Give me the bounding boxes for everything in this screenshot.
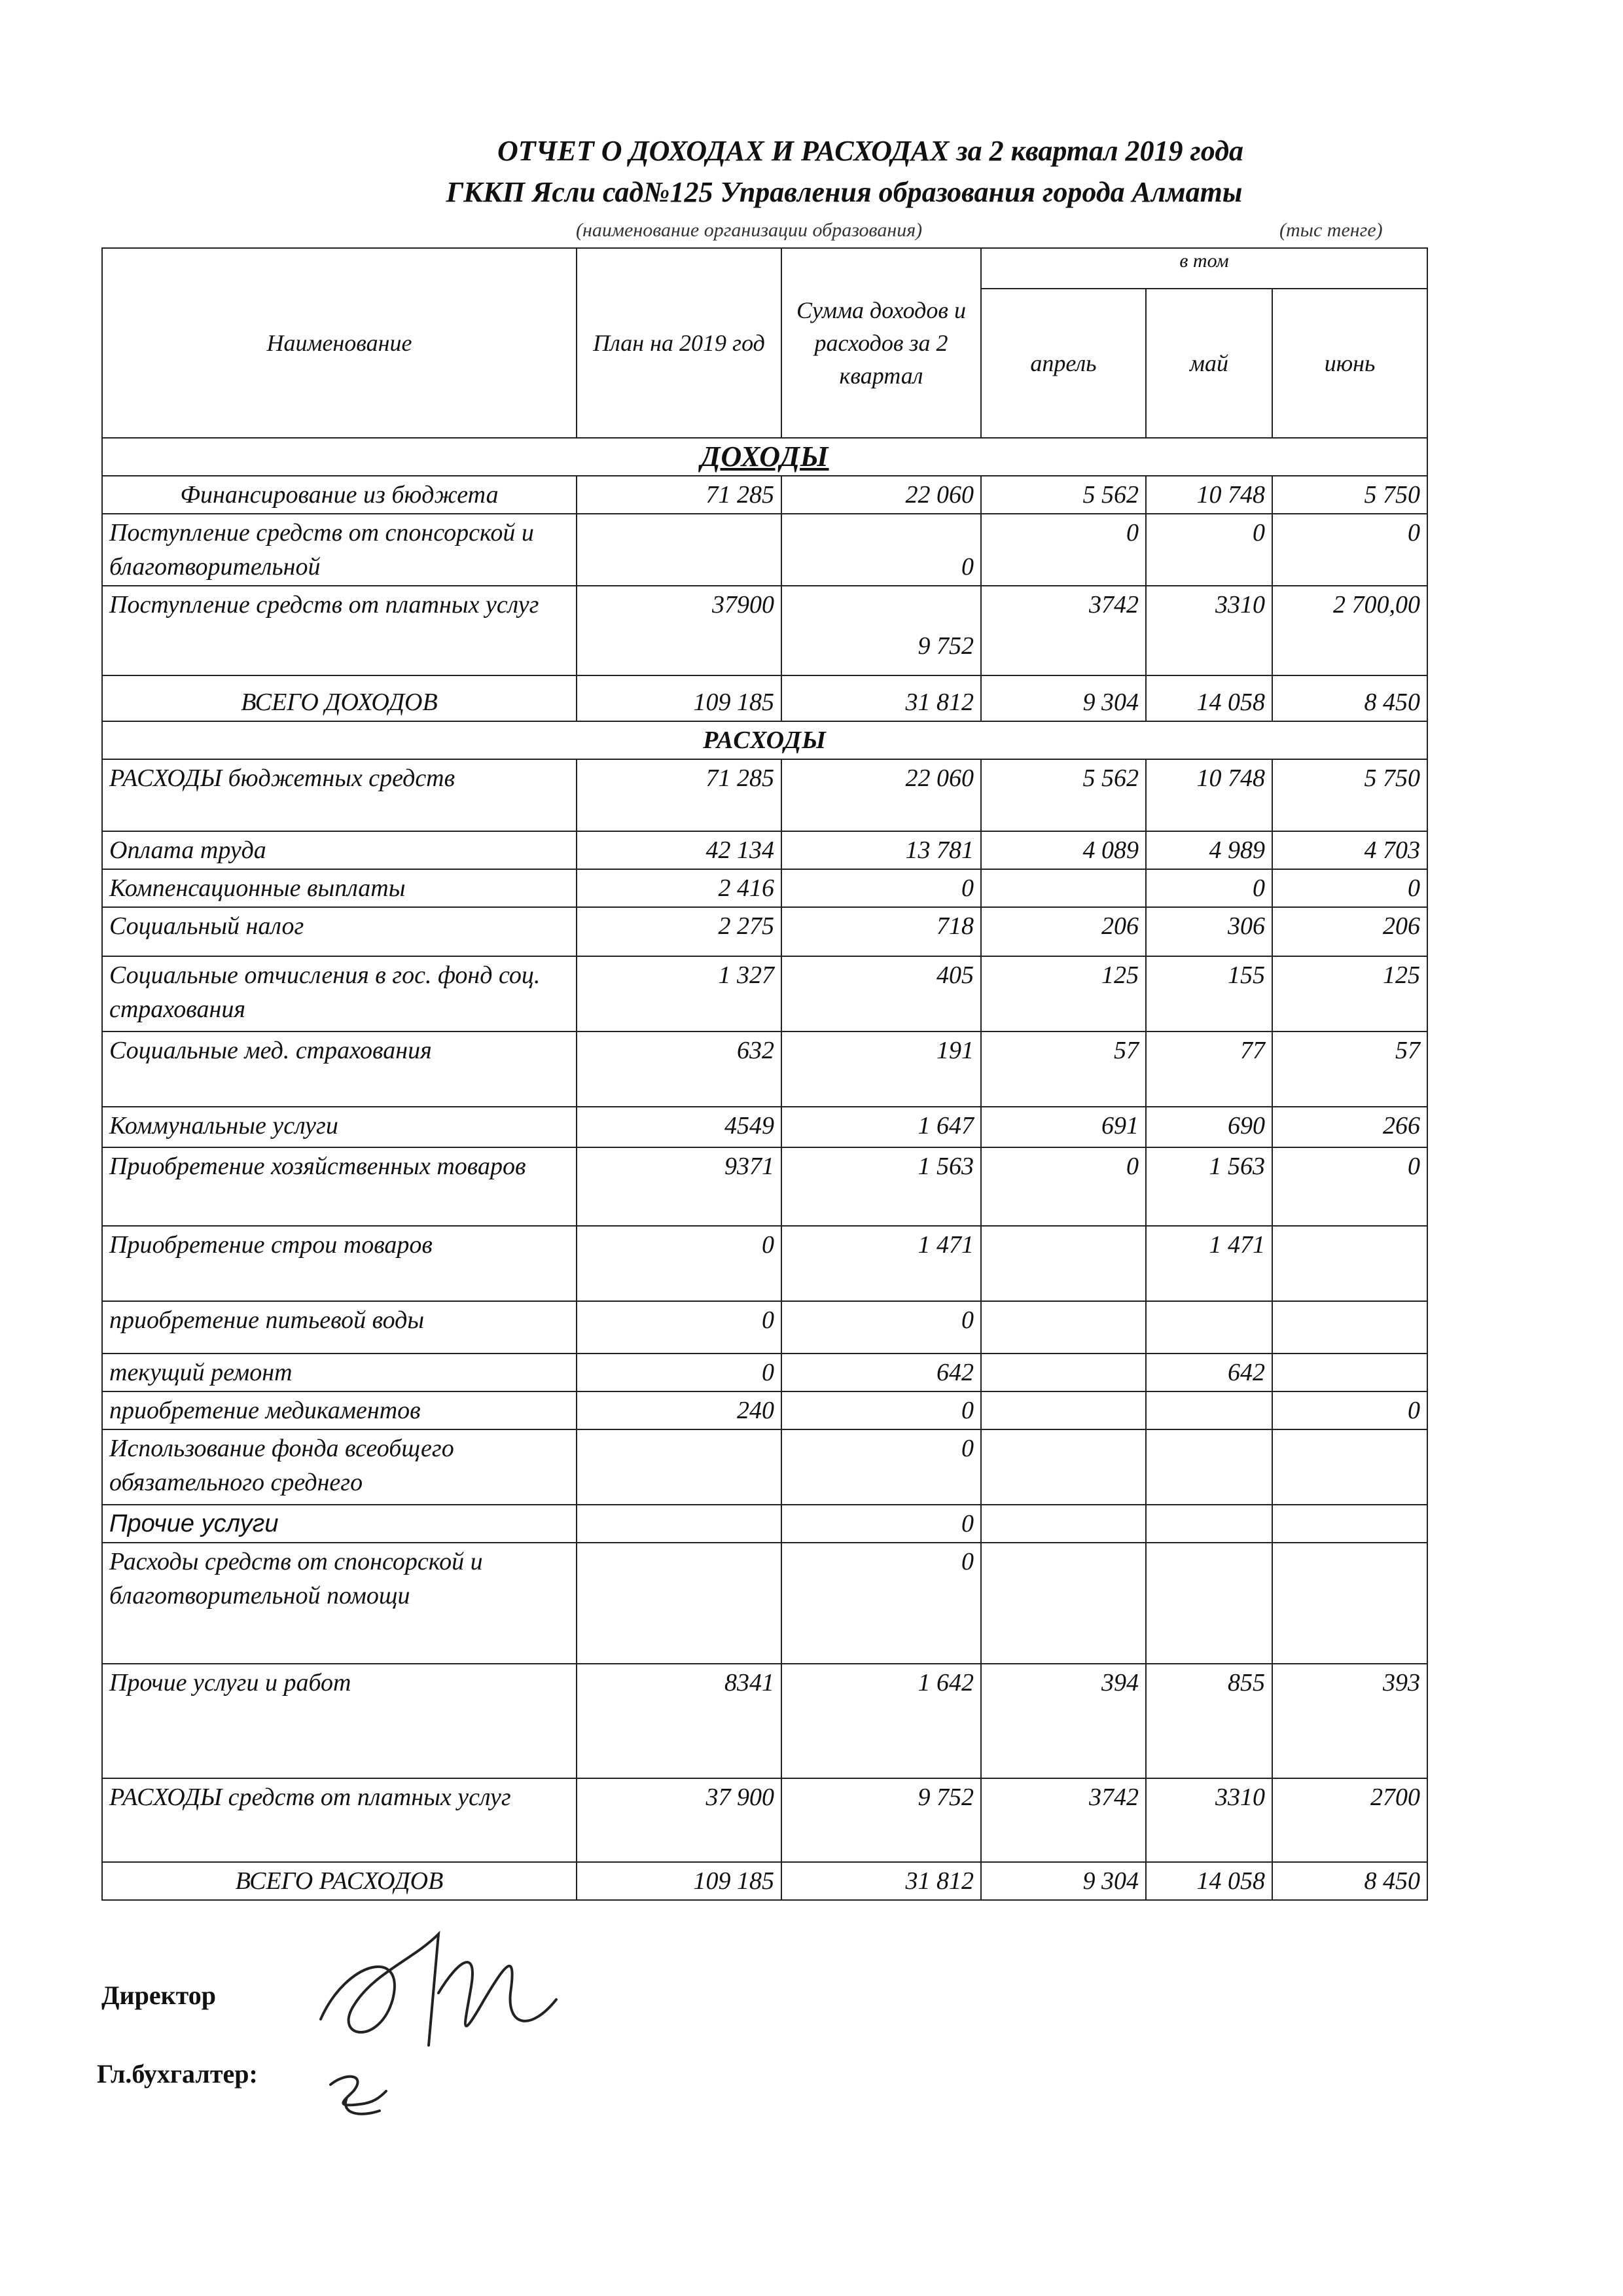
cell-sum: 1 471	[781, 1226, 981, 1301]
cell-plan: 2 275	[577, 907, 781, 956]
cell-plan: 71 285	[577, 476, 781, 514]
cell-may: 1 471	[1146, 1226, 1272, 1301]
row-label: Расходы средств от спонсорской и благотворительной помощи	[102, 1543, 577, 1664]
table-row	[102, 1429, 1427, 1505]
cell-plan: 37900	[577, 586, 781, 675]
table-row	[102, 1778, 1427, 1862]
cell-april: 206	[981, 907, 1146, 956]
section-row-income	[102, 438, 1427, 476]
row-label: приобретение питьевой воды	[102, 1301, 577, 1354]
cell-june: 206	[1272, 907, 1427, 956]
cell-may: 0	[1146, 514, 1272, 586]
column-header-including: в том	[981, 248, 1427, 289]
table-row	[102, 1543, 1427, 1664]
cell-plan: 109 185	[577, 675, 781, 721]
cell-may	[1146, 1391, 1272, 1429]
cell-april	[981, 869, 1146, 907]
cell-plan	[577, 1543, 781, 1664]
cell-sum: 0	[781, 1391, 981, 1429]
cell-may	[1146, 1301, 1272, 1354]
cell-sum: 0	[781, 869, 981, 907]
cell-plan	[577, 1429, 781, 1505]
cell-april: 3742	[981, 1778, 1146, 1862]
cell-plan: 2 416	[577, 869, 781, 907]
cell-may: 4 989	[1146, 831, 1272, 869]
cell-april: 9 304	[981, 1862, 1146, 1900]
table-row	[102, 514, 1427, 586]
cell-june	[1272, 1505, 1427, 1543]
table-row	[102, 759, 1427, 831]
cell-plan: 0	[577, 1354, 781, 1391]
cell-june: 2700	[1272, 1778, 1427, 1862]
organization-note: (наименование организации образования)	[576, 219, 923, 241]
cell-sum: 31 812	[781, 675, 981, 721]
table-row	[102, 1031, 1427, 1107]
cell-june	[1272, 1226, 1427, 1301]
row-label: Поступление средств от платных услуг	[102, 586, 577, 675]
cell-sum: 9 752	[781, 1778, 981, 1862]
cell-plan	[577, 514, 781, 586]
row-label: ВСЕГО ДОХОДОВ	[102, 675, 577, 721]
column-header-april: апрель	[981, 289, 1146, 438]
cell-april	[981, 1429, 1146, 1505]
cell-june: 0	[1272, 869, 1427, 907]
cell-sum: 22 060	[781, 759, 981, 831]
cell-sum: 0	[781, 1429, 981, 1505]
cell-april	[981, 1505, 1146, 1543]
table-row	[102, 831, 1427, 869]
row-label: Прочие услуги и работ	[102, 1664, 577, 1778]
director-signature	[308, 1921, 582, 2058]
cell-plan: 0	[577, 1226, 781, 1301]
cell-may: 306	[1146, 907, 1272, 956]
table-row	[102, 869, 1427, 907]
cell-sum: 9 752	[781, 586, 981, 675]
row-label: Прочие услуги	[102, 1505, 577, 1543]
cell-plan: 4549	[577, 1107, 781, 1147]
chief-accountant-label: Гл.бухгалтер:	[97, 2059, 258, 2089]
cell-plan: 0	[577, 1301, 781, 1354]
cell-april: 0	[981, 514, 1146, 586]
cell-may: 10 748	[1146, 759, 1272, 831]
table-row	[102, 1354, 1427, 1391]
cell-june: 0	[1272, 1147, 1427, 1226]
table-row	[102, 1664, 1427, 1778]
cell-june: 393	[1272, 1664, 1427, 1778]
income-expense-table	[101, 247, 1428, 1901]
cell-plan: 71 285	[577, 759, 781, 831]
column-header-plan: План на 2019 год	[577, 248, 781, 438]
cell-april: 125	[981, 956, 1146, 1031]
cell-april: 9 304	[981, 675, 1146, 721]
cell-april	[981, 1391, 1146, 1429]
section-title-expenses: РАСХОДЫ	[102, 721, 1427, 759]
row-label: Социальный налог	[102, 907, 577, 956]
cell-april: 3742	[981, 586, 1146, 675]
cell-may	[1146, 1543, 1272, 1664]
director-label: Директор	[101, 1981, 216, 2010]
cell-april	[981, 1226, 1146, 1301]
cell-sum: 642	[781, 1354, 981, 1391]
cell-april: 57	[981, 1031, 1146, 1107]
cell-june: 5 750	[1272, 476, 1427, 514]
cell-may: 642	[1146, 1354, 1272, 1391]
cell-may: 1 563	[1146, 1147, 1272, 1226]
cell-may: 3310	[1146, 586, 1272, 675]
cell-april: 5 562	[981, 476, 1146, 514]
cell-sum: 22 060	[781, 476, 981, 514]
cell-june: 266	[1272, 1107, 1427, 1147]
table-row	[102, 956, 1427, 1031]
row-label: РАСХОДЫ средств от платных услуг	[102, 1778, 577, 1862]
column-header-may: май	[1146, 289, 1272, 438]
table-row-total-income	[102, 675, 1427, 721]
cell-sum: 1 563	[781, 1147, 981, 1226]
cell-april	[981, 1301, 1146, 1354]
row-label: Использование фонда всеобщего обязательного среднего	[102, 1429, 577, 1505]
cell-april: 394	[981, 1664, 1146, 1778]
units-note: (тыс тенге)	[1279, 219, 1383, 241]
cell-may: 77	[1146, 1031, 1272, 1107]
cell-april	[981, 1354, 1146, 1391]
column-header-june: июнь	[1272, 289, 1427, 438]
cell-plan: 109 185	[577, 1862, 781, 1900]
row-label: Оплата труда	[102, 831, 577, 869]
cell-may: 155	[1146, 956, 1272, 1031]
cell-june	[1272, 1354, 1427, 1391]
table-row	[102, 476, 1427, 514]
cell-april	[981, 1543, 1146, 1664]
table-row-total-expenses	[102, 1862, 1427, 1900]
row-label: РАСХОДЫ бюджетных средств	[102, 759, 577, 831]
organization-title: ГККП Ясли сад№125 Управления образования города Алматы	[446, 176, 1243, 208]
cell-sum: 718	[781, 907, 981, 956]
cell-april: 0	[981, 1147, 1146, 1226]
cell-june: 5 750	[1272, 759, 1427, 831]
cell-may: 14 058	[1146, 675, 1272, 721]
cell-may: 3310	[1146, 1778, 1272, 1862]
cell-plan: 42 134	[577, 831, 781, 869]
row-label: Поступление средств от спонсорской и благотворительной	[102, 514, 577, 586]
cell-may: 0	[1146, 869, 1272, 907]
cell-may	[1146, 1505, 1272, 1543]
row-label: Компенсационные выплаты	[102, 869, 577, 907]
cell-sum: 0	[781, 1301, 981, 1354]
cell-sum: 31 812	[781, 1862, 981, 1900]
cell-april: 4 089	[981, 831, 1146, 869]
column-header-sum: Сумма доходов и расходов за 2 квартал	[781, 248, 981, 438]
cell-june: 8 450	[1272, 1862, 1427, 1900]
cell-may: 14 058	[1146, 1862, 1272, 1900]
row-label: Социальные отчисления в гос. фонд соц. страхования	[102, 956, 577, 1031]
row-label: ВСЕГО РАСХОДОВ	[102, 1862, 577, 1900]
row-label: Коммунальные услуги	[102, 1107, 577, 1147]
table-row	[102, 1391, 1427, 1429]
section-title-income: ДОХОДЫ	[102, 438, 1427, 476]
cell-sum: 405	[781, 956, 981, 1031]
cell-sum: 13 781	[781, 831, 981, 869]
cell-june: 0	[1272, 514, 1427, 586]
row-label: Финансирование из бюджета	[102, 476, 577, 514]
table-row	[102, 1505, 1427, 1543]
cell-sum: 0	[781, 514, 981, 586]
cell-june: 4 703	[1272, 831, 1427, 869]
table-row	[102, 1147, 1427, 1226]
cell-plan: 37 900	[577, 1778, 781, 1862]
cell-may	[1146, 1429, 1272, 1505]
cell-may: 10 748	[1146, 476, 1272, 514]
cell-plan: 240	[577, 1391, 781, 1429]
cell-april: 691	[981, 1107, 1146, 1147]
cell-plan: 1 327	[577, 956, 781, 1031]
cell-june	[1272, 1429, 1427, 1505]
cell-june: 2 700,00	[1272, 586, 1427, 675]
cell-plan: 632	[577, 1031, 781, 1107]
cell-june: 0	[1272, 1391, 1427, 1429]
table-row	[102, 907, 1427, 956]
row-label: Приобретение строи товаров	[102, 1226, 577, 1301]
cell-sum: 0	[781, 1505, 981, 1543]
cell-plan: 9371	[577, 1147, 781, 1226]
row-label: приобретение медикаментов	[102, 1391, 577, 1429]
cell-june: 125	[1272, 956, 1427, 1031]
chief-accountant-signature	[321, 2058, 399, 2124]
cell-june: 8 450	[1272, 675, 1427, 721]
column-header-name: Наименование	[102, 248, 577, 438]
cell-may: 855	[1146, 1664, 1272, 1778]
cell-june: 57	[1272, 1031, 1427, 1107]
cell-sum: 1 642	[781, 1664, 981, 1778]
cell-plan: 8341	[577, 1664, 781, 1778]
row-label: текущий ремонт	[102, 1354, 577, 1391]
table-row	[102, 1301, 1427, 1354]
cell-april: 5 562	[981, 759, 1146, 831]
table-row	[102, 1107, 1427, 1147]
row-label: Социальные мед. страхования	[102, 1031, 577, 1107]
cell-sum: 191	[781, 1031, 981, 1107]
row-label: Приобретение хозяйственных товаров	[102, 1147, 577, 1226]
cell-june	[1272, 1301, 1427, 1354]
cell-plan	[577, 1505, 781, 1543]
cell-sum: 0	[781, 1543, 981, 1664]
cell-may: 690	[1146, 1107, 1272, 1147]
report-title: ОТЧЕТ О ДОХОДАХ И РАСХОДАХ за 2 квартал 2019 года	[497, 135, 1244, 167]
table-row	[102, 586, 1427, 675]
section-row-expenses	[102, 721, 1427, 759]
table-row	[102, 1226, 1427, 1301]
cell-june	[1272, 1543, 1427, 1664]
cell-sum: 1 647	[781, 1107, 981, 1147]
